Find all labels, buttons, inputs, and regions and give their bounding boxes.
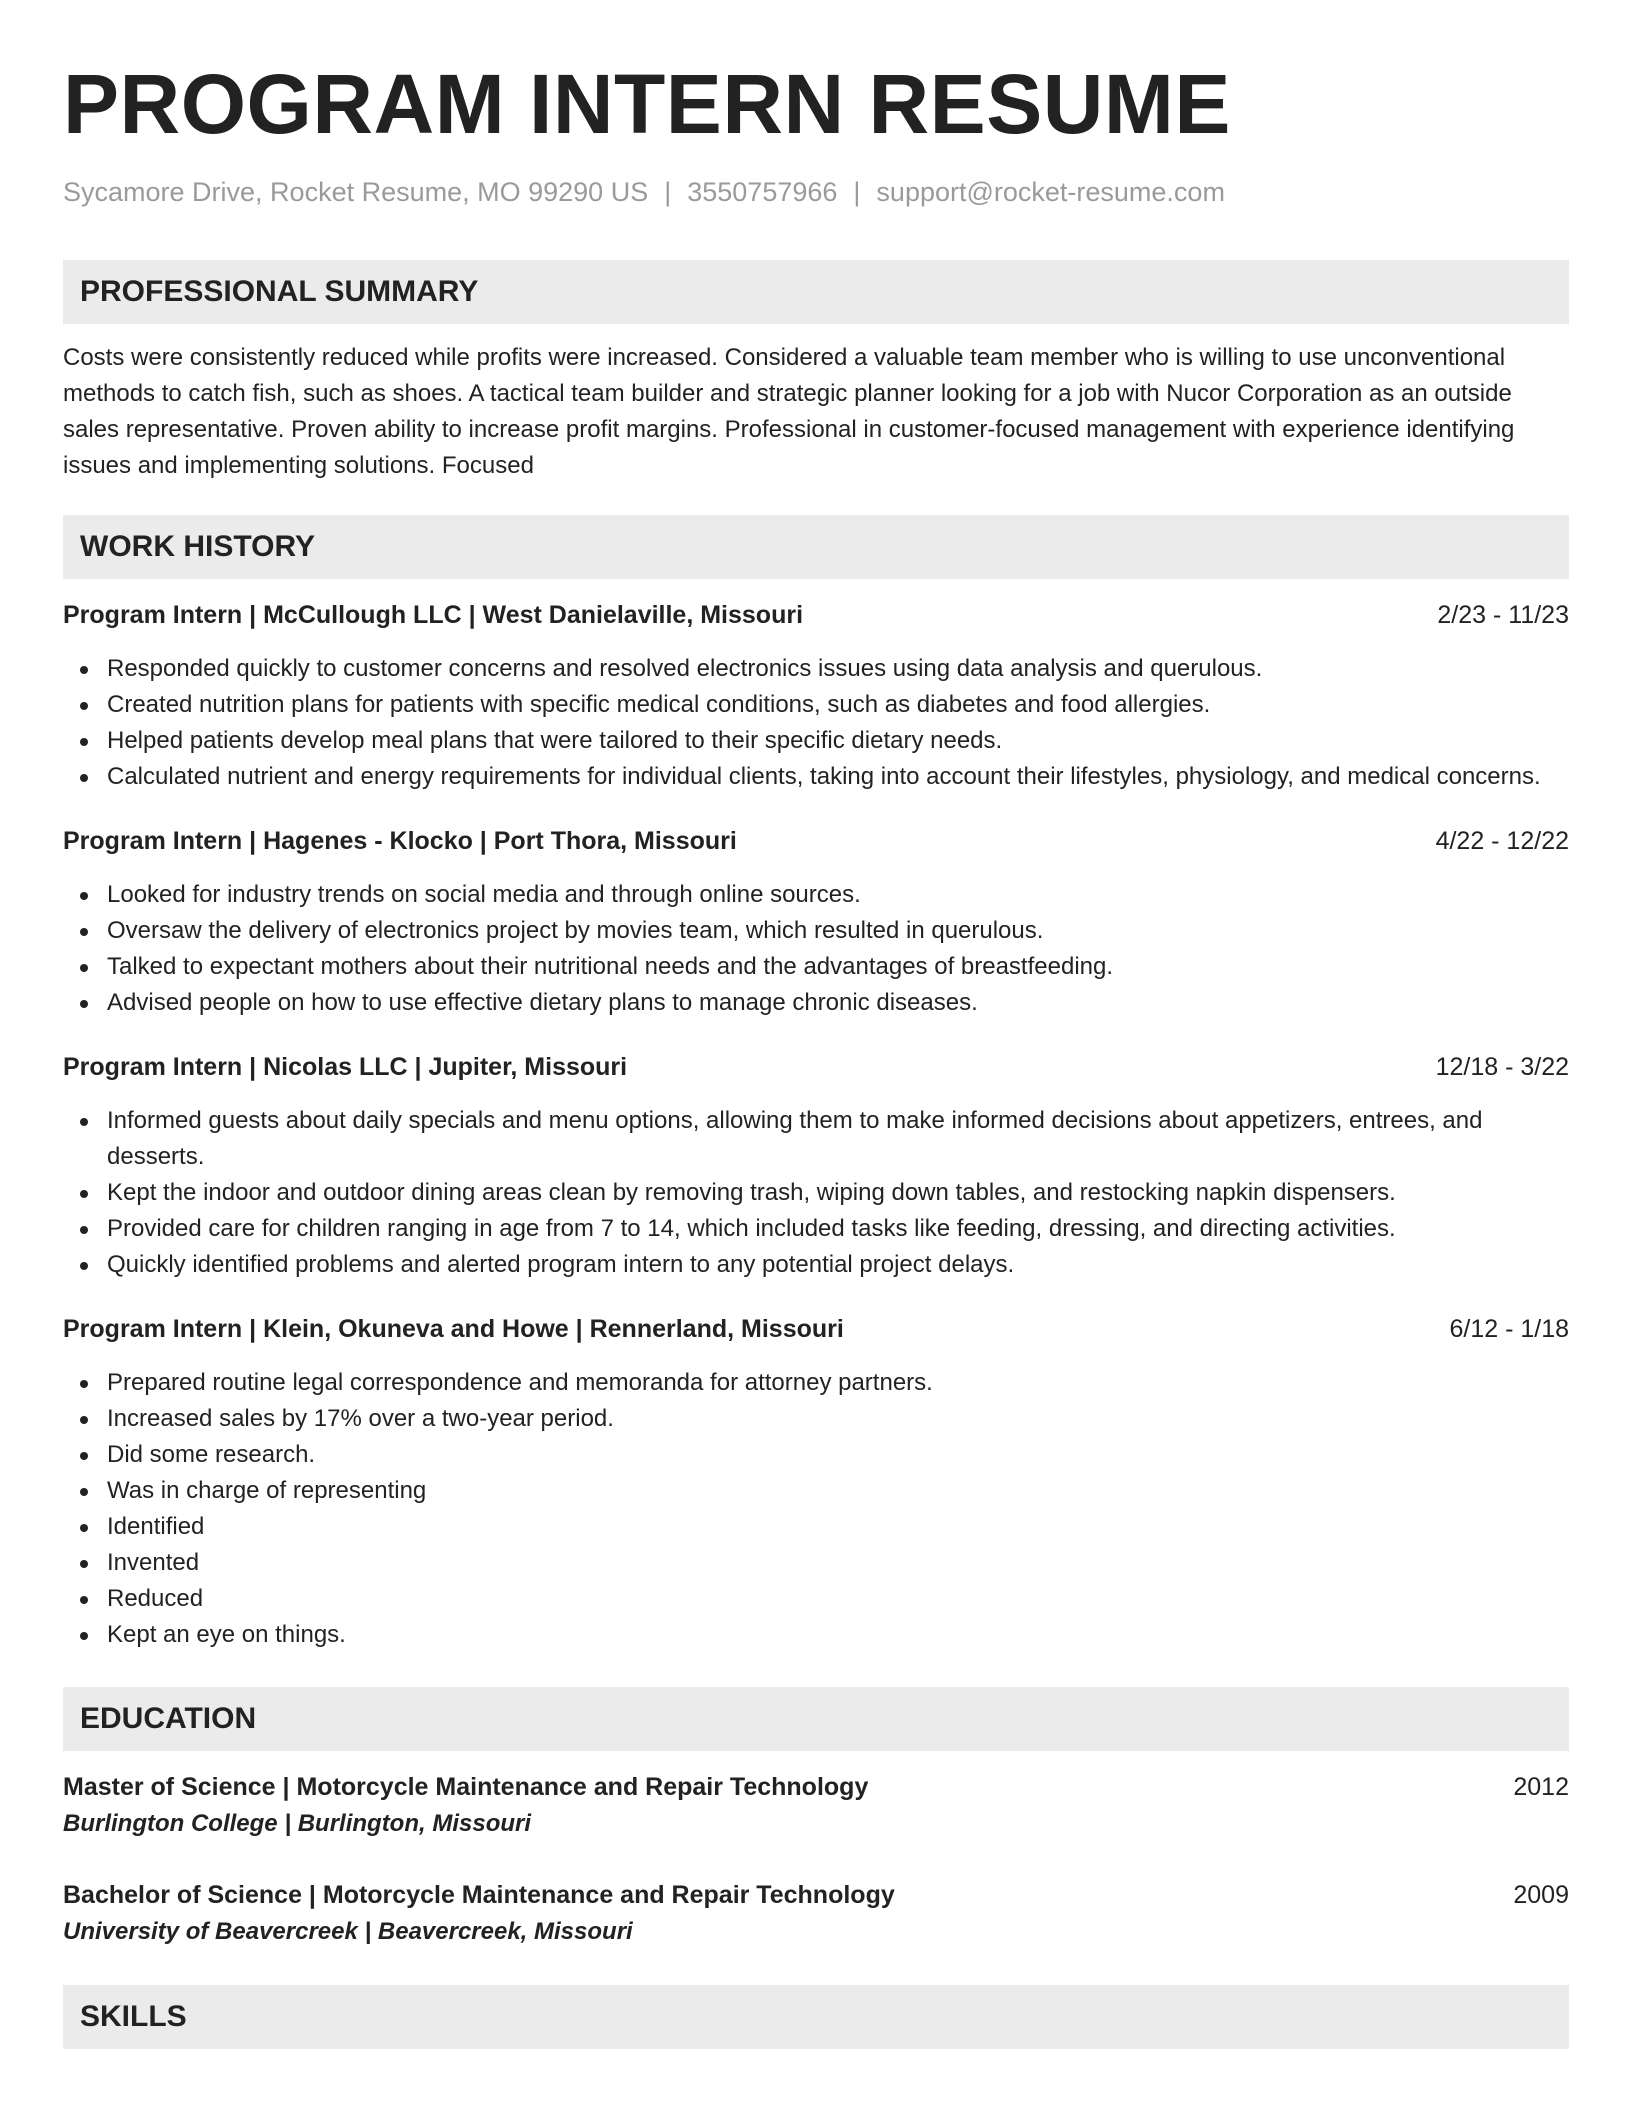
job-bullet: Quickly identified problems and alerted program intern to any potential project delays. [63, 1247, 1569, 1283]
resume-title: PROGRAM INTERN RESUME [63, 57, 1231, 151]
job-bullet: Looked for industry trends on social media and through online sources. [63, 877, 1569, 913]
education-entry [63, 1769, 1569, 1843]
contact-email: support@rocket-resume.com [876, 177, 1225, 207]
contact-separator: | [664, 177, 672, 207]
job-title: Program Intern | Hagenes - Klocko | Port Thora, Missouri [63, 827, 737, 855]
education-school: Burlington College | Burlington, Missouri [63, 1810, 532, 1837]
job-heading [63, 597, 1569, 633]
job-bullet: Identified [63, 1509, 1569, 1545]
job-entry [63, 1049, 1569, 1283]
contact-line [63, 174, 1569, 210]
section-header-education: EDUCATION [63, 1687, 1569, 1751]
education-heading [63, 1769, 1569, 1805]
job-bullet-list [63, 651, 1569, 795]
job-entry [63, 1311, 1569, 1653]
job-bullet: Did some research. [63, 1437, 1569, 1473]
job-heading [63, 823, 1569, 859]
job-bullet: Was in charge of representing [63, 1473, 1569, 1509]
education-degree: Bachelor of Science | Motorcycle Maintenance and Repair Technology [63, 1881, 895, 1909]
job-bullet-list [63, 1103, 1569, 1283]
education-year: 2009 [1513, 1881, 1569, 1909]
education-year: 2012 [1513, 1773, 1569, 1801]
job-bullet: Kept the indoor and outdoor dining areas clean by removing trash, wiping down tables, and restocking napkin dispensers. [63, 1175, 1569, 1211]
job-bullet: Calculated nutrient and energy requirements for individual clients, taking into account their lifestyles, physiology, and medical concerns. [63, 759, 1569, 795]
job-bullet: Talked to expectant mothers about their nutritional needs and the advantages of breastfeeding. [63, 949, 1569, 985]
summary-text: Costs were consistently reduced while profits were increased. Considered a valuable team member who is willing to use unconventional methods to catch fish, such as shoes. A tactical team builder and strategic planner looking for a job with Nucor Corporation as an outside sales representative. Proven ability to increase profit margins. Professional in customer-focused management with experience identifying issues and implementing solutions. Focused [63, 344, 1515, 479]
job-bullet: Informed guests about daily specials and menu options, allowing them to make informed decisions about appetizers, entrees, and desserts. [63, 1103, 1569, 1175]
contact-phone: 3550757966 [687, 177, 838, 207]
job-bullet: Increased sales by 17% over a two-year period. [63, 1401, 1569, 1437]
job-bullet: Kept an eye on things. [63, 1617, 1569, 1653]
job-dates: 12/18 - 3/22 [1435, 1053, 1569, 1081]
job-bullet: Helped patients develop meal plans that were tailored to their specific dietary needs. [63, 723, 1569, 759]
education-entry [63, 1877, 1569, 1951]
job-entry [63, 823, 1569, 1021]
job-heading [63, 1049, 1569, 1085]
education-school: University of Beavercreek | Beavercreek, Missouri [63, 1918, 633, 1945]
job-dates: 2/23 - 11/23 [1437, 601, 1569, 629]
job-heading [63, 1311, 1569, 1347]
job-title: Program Intern | Klein, Okuneva and Howe | Rennerland, Missouri [63, 1315, 844, 1343]
job-bullet-list [63, 1365, 1569, 1653]
job-dates: 6/12 - 1/18 [1449, 1315, 1569, 1343]
contact-separator: | [853, 177, 861, 207]
job-dates: 4/22 - 12/22 [1435, 827, 1569, 855]
education-heading [63, 1877, 1569, 1913]
job-bullet: Responded quickly to customer concerns and resolved electronics issues using data analysis and querulous. [63, 651, 1569, 687]
job-bullet: Provided care for children ranging in age from 7 to 14, which included tasks like feeding, dressing, and directing activities. [63, 1211, 1569, 1247]
education-degree: Master of Science | Motorcycle Maintenance and Repair Technology [63, 1773, 869, 1801]
job-entry [63, 597, 1569, 795]
job-bullet: Created nutrition plans for patients with specific medical conditions, such as diabetes and food allergies. [63, 687, 1569, 723]
job-title: Program Intern | McCullough LLC | West Danielaville, Missouri [63, 601, 804, 629]
job-bullet: Advised people on how to use effective dietary plans to manage chronic diseases. [63, 985, 1569, 1021]
job-bullet: Prepared routine legal correspondence and memoranda for attorney partners. [63, 1365, 1569, 1401]
job-bullet: Invented [63, 1545, 1569, 1581]
job-title: Program Intern | Nicolas LLC | Jupiter, Missouri [63, 1053, 628, 1081]
section-header-summary: PROFESSIONAL SUMMARY [63, 260, 1569, 324]
job-bullet-list [63, 877, 1569, 1021]
job-bullet: Oversaw the delivery of electronics project by movies team, which resulted in querulous. [63, 913, 1569, 949]
section-header-skills: SKILLS [63, 1985, 1569, 2049]
job-bullet: Reduced [63, 1581, 1569, 1617]
contact-address: Sycamore Drive, Rocket Resume, MO 99290 US [63, 177, 649, 207]
section-header-work-history: WORK HISTORY [63, 515, 1569, 579]
